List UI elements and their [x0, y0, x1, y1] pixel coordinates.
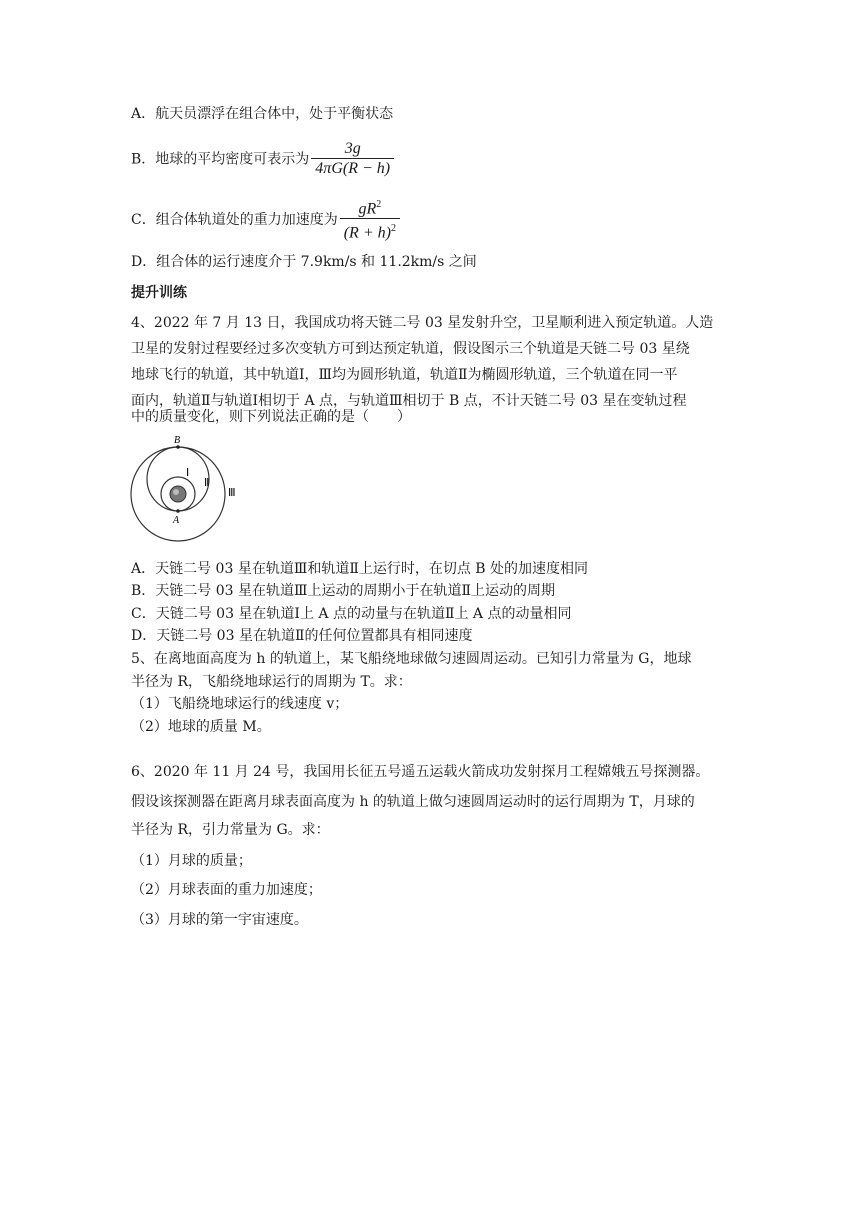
q5-line: 半径为 R，飞船绕地球运行的周期为 T。求：: [131, 674, 412, 690]
q5-line: （2）地球的质量 M。: [131, 719, 271, 735]
q6-line: （2）月球表面的重力加速度；: [131, 882, 322, 898]
q3-option-a: A．航天员漂浮在组合体中，处于平衡状态: [131, 106, 394, 122]
label-orbit-ii: Ⅱ: [204, 477, 210, 489]
q3-option-c-text: C．组合体轨道处的重力加速度为: [131, 211, 338, 228]
q3-option-b: [131, 140, 394, 184]
q6-line: 假设该探测器在距离月球表面高度为 h 的轨道上做匀速圆周运动时的运行周期为 T，月球的: [131, 794, 695, 810]
gravity-numerator: $gR^2$: [358, 199, 382, 218]
label-a: A: [173, 515, 180, 526]
q4-option-c: C．天链二号 03 星在轨道Ⅰ上 A 点的动量与在轨道Ⅱ上 A 点的动量相同: [131, 606, 572, 622]
label-orbit-i: Ⅰ: [186, 467, 190, 479]
density-denominator: 4πG(R − h): [311, 158, 394, 179]
point-a: [176, 509, 180, 513]
q4-option-a: A．天链二号 03 星在轨道Ⅲ和轨道Ⅱ上运行时，在切点 B 处的加速度相同: [131, 561, 589, 577]
q4-line: 4、2022 年 7 月 13 日，我国成功将天链二号 03 星发射升空，卫星顺利进入预定轨道。人造: [131, 315, 714, 331]
q3-option-c: [131, 196, 400, 244]
density-numerator: 3g: [344, 140, 361, 157]
section-heading: 提升训练: [131, 285, 187, 301]
q5-line: 5、在离地面高度为 h 的轨道上，某飞船绕地球做匀速圆周运动。已知引力常量为 G，地球: [131, 651, 692, 667]
earth-highlight: [173, 489, 179, 495]
q4-line: 中的质量变化，则下列说法正确的是（ ）: [131, 409, 411, 425]
q6-line: （1）月球的质量；: [131, 853, 252, 869]
gravity-denominator: $(R + h)^2$: [340, 218, 400, 243]
orbit-diagram: [128, 432, 248, 544]
q4-line: 卫星的发射过程要经过多次变轨方可到达预定轨道，假设图示三个轨道是天链二号 03 星绕: [131, 341, 690, 357]
gravity-fraction: [340, 196, 400, 244]
q6-line: 6、2020 年 11 月 24 号，我国用长征五号遥五运载火箭成功发射探月工程嫦娥五号探测器。: [131, 764, 710, 780]
q5-line: （1）飞船绕地球运行的线速度 v；: [131, 696, 349, 712]
density-fraction: [311, 140, 394, 179]
q4-line: 面内，轨道Ⅱ与轨道Ⅰ相切于 A 点，与轨道Ⅲ相切于 B 点，不计天链二号 03 星在变轨过程: [131, 393, 687, 409]
q6-line: （3）月球的第一宇宙速度。: [131, 912, 308, 928]
q3-option-b-text: B．地球的平均密度可表示为: [131, 151, 310, 168]
q3-option-d: D．组合体的运行速度介于 7.9km/s 和 11.2km/s 之间: [131, 254, 477, 270]
label-b: B: [174, 435, 181, 446]
q6-line: 半径为 R，引力常量为 G。求：: [131, 822, 330, 838]
q4-option-d: D．天链二号 03 星在轨道Ⅱ的任何位置都具有相同速度: [131, 628, 473, 644]
q4-line: 地球飞行的轨道，其中轨道Ⅰ，Ⅲ均为圆形轨道，轨道Ⅱ为椭圆形轨道，三个轨道在同一平: [131, 367, 678, 383]
q4-option-b: B．天链二号 03 星在轨道Ⅲ上运动的周期小于在轨道Ⅱ上运动的周期: [131, 583, 556, 599]
label-orbit-iii: Ⅲ: [228, 487, 236, 499]
